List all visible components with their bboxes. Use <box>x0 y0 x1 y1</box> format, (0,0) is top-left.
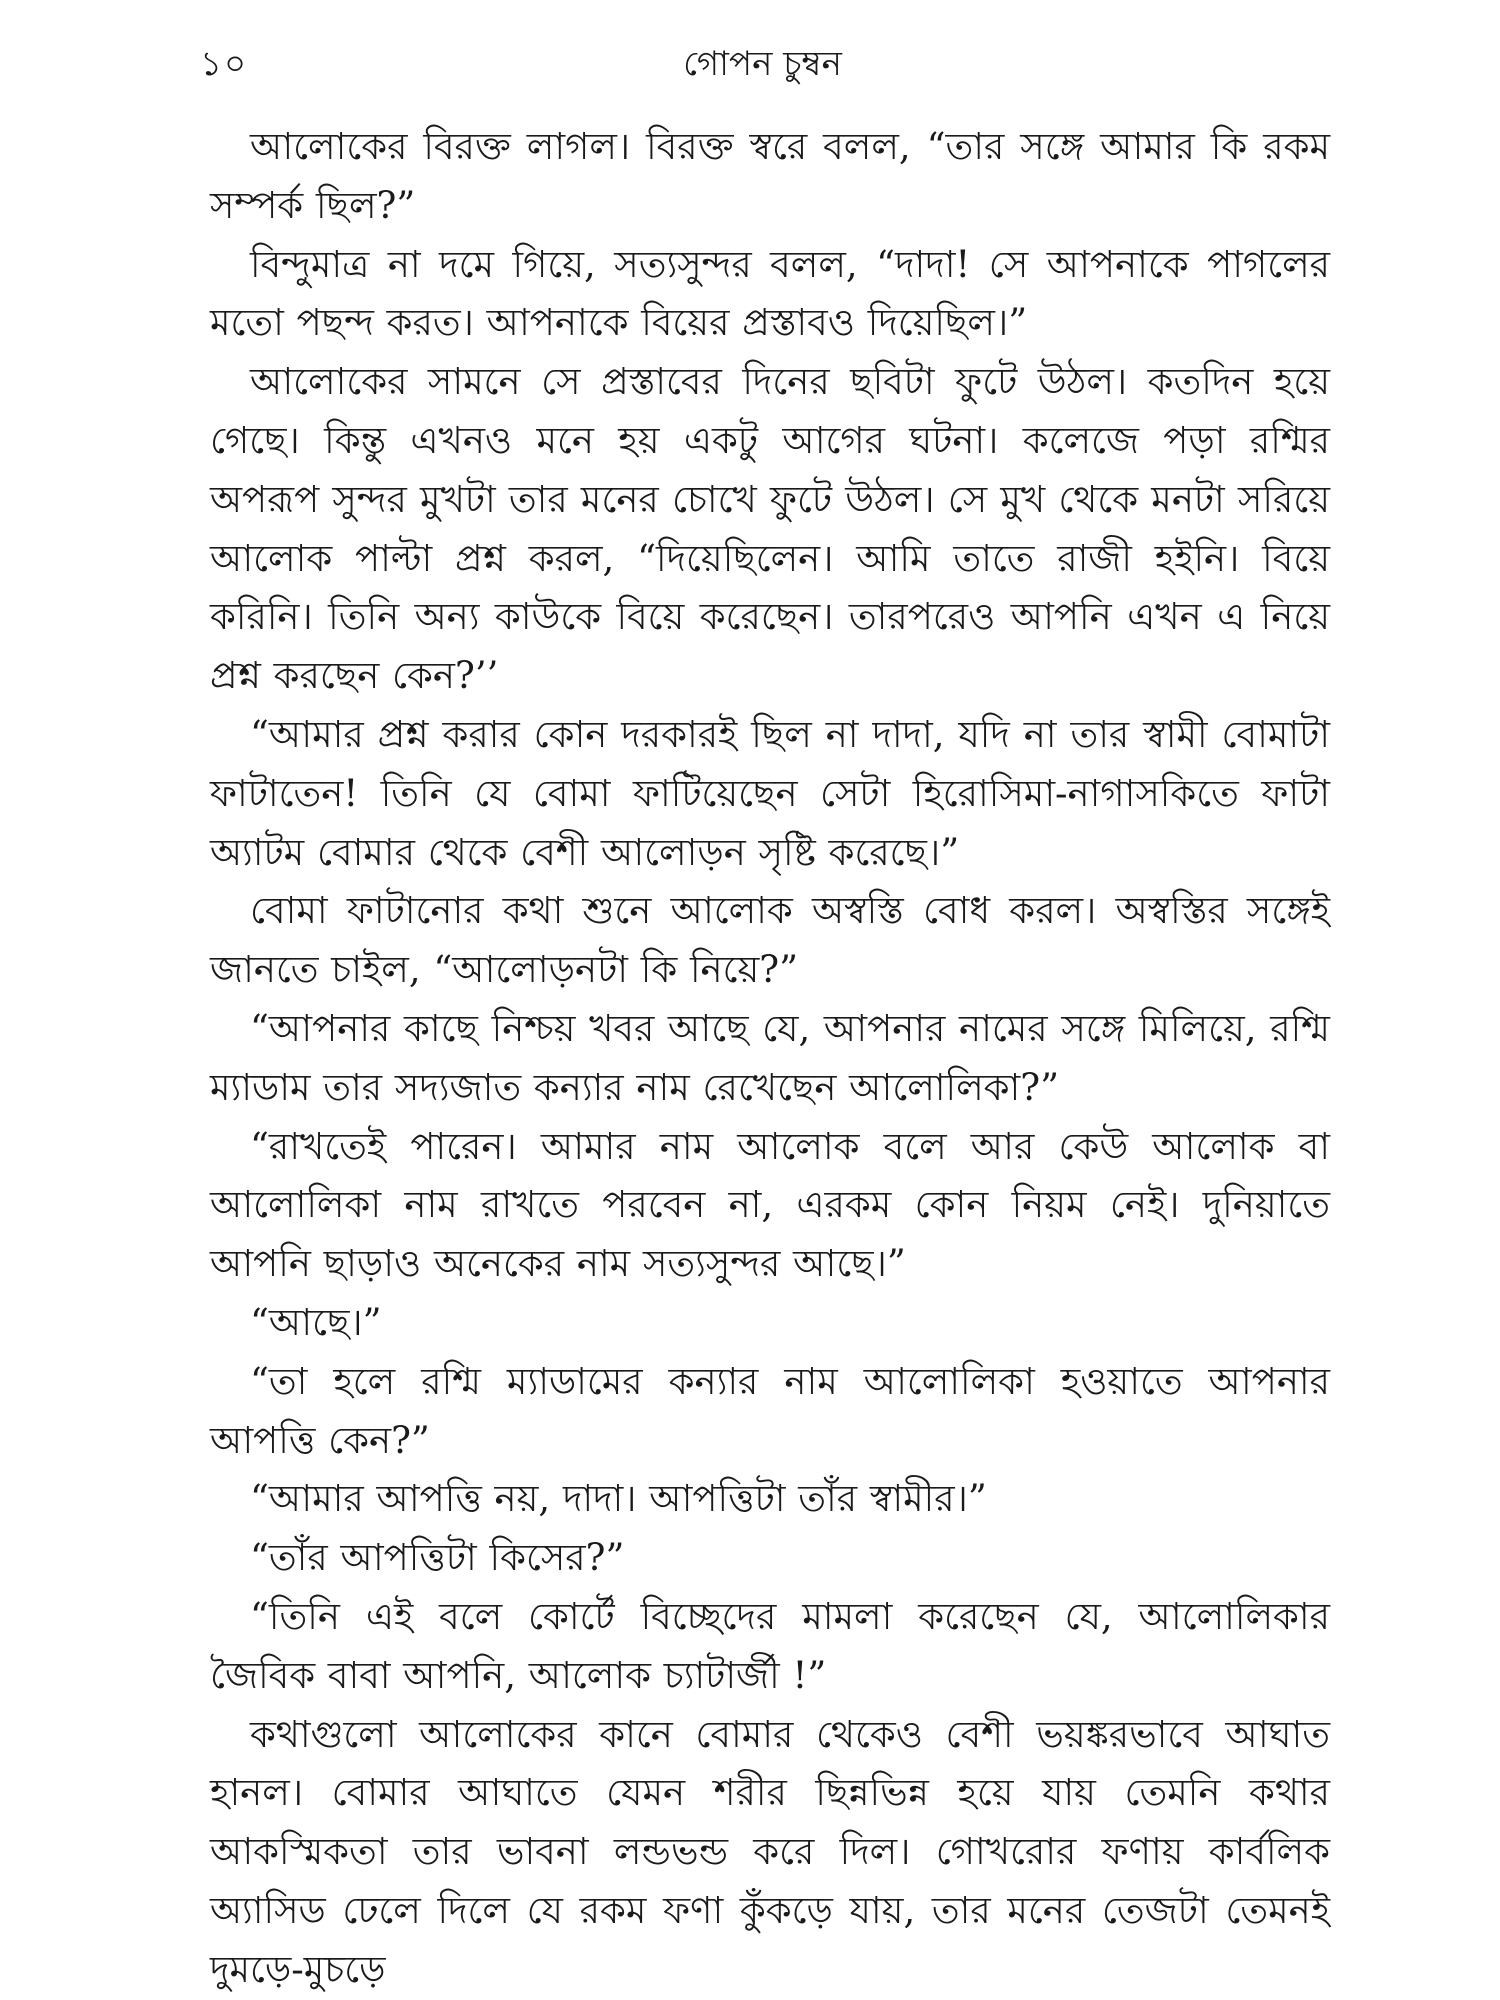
paragraph: “রাখতেই পারেন। আমার নাম আলোক বলে আর কেউ আলোক বা আলোলিকা নাম রাখতে পরবেন না, এরকম কোন নিয়ম নেই। দুনিয়াতে আপনি ছাড়াও অনেকের নাম সত্যসুন্দর আছে।” <box>210 1124 1330 1286</box>
paragraph: “তা হলে রশ্মি ম্যাডামের কন্যার নাম আলোলিকা হওয়াতে আপনার আপত্তি কেন?” <box>210 1359 1330 1462</box>
paragraph: “আছে।” <box>250 1300 382 1344</box>
page-header <box>200 30 1325 90</box>
paragraph: বিন্দুমাত্র না দমে গিয়ে, সত্যসুন্দর বলল, “দাদা! সে আপনাকে পাগলের মতো পছন্দ করত। আপনাকে বিয়ের প্রস্তাবও দিয়েছিল।” <box>210 242 1330 345</box>
paragraph: আলোকের বিরক্ত লাগল। বিরক্ত স্বরে বলল, “তার সঙ্গে আমার কি রকম সম্পর্ক ছিল?” <box>210 125 1330 227</box>
page-number: ১০ <box>200 44 249 84</box>
paragraph: আলোকের সামনে সে প্রস্তাবের দিনের ছবিটা ফুটে উঠল। কতদিন হয়ে গেছে। কিন্তু এখনও মনে হয় একটু আগের ঘটনা। কলেজে পড়া রশ্মির অপরূপ সুন্দর মুখটা তার মনের চোখে ফুটে উঠল। সে মুখ থেকে মনটা সরিয়ে আলোক পাল্টা প্রশ্ন করল, “দিয়েছিলেন। আমি তাতে রাজী হইনি। বিয়ে করিনি। তিনি অন্য কাউকে বিয়ে করেছেন। তারপরেও আপনি এখন এ নিয়ে প্রশ্ন করছেন কেন?’’ <box>210 360 1330 698</box>
paragraph: কথাগুলো আলোকের কানে বোমার থেকেও বেশী ভয়ঙ্করভাবে আঘাত হানল। বোমার আঘাতে যেমন শরীর ছিন্নভিন্ন হয়ে যায় তেমনি কথার আকস্মিকতা তার ভাবনা লন্ডভন্ড করে দিল। গোখরোর ফণায় কার্বলিক অ্যাসিড ঢেলে দিলে যে রকম ফণা কুঁকড়ে যায়, তার মনের তেজটা তেমনই দুমড়ে-মুচড়ে <box>210 1712 1330 1991</box>
body-text <box>210 118 1330 2000</box>
paragraph: “তিনি এই বলে কোর্টে বিচ্ছেদের মামলা করেছেন যে, আলোলিকার জৈবিক বাবা আপনি, আলোক চ্যাটার্জী !” <box>210 1594 1330 1697</box>
paragraph: “আমার আপত্তি নয়, দাদা। আপত্তিটা তাঁর স্বামীর।” <box>250 1477 987 1521</box>
paragraph: “তাঁর আপত্তিটা কিসের?” <box>250 1536 625 1580</box>
paragraph: “আমার প্রশ্ন করার কোন দরকারই ছিল না দাদা, যদি না তার স্বামী বোমাটা ফাটাতেন! তিনি যে বোমা ফাটিয়েছেন সেটা হিরোসিমা-নাগাসকিতে ফাটা অ্যাটম বোমার থেকে বেশী আলোড়ন সৃষ্টি করেছে।” <box>210 712 1330 874</box>
paragraph: বোমা ফাটানোর কথা শুনে আলোক অস্বস্তি বোধ করল। অস্বস্তির সঙ্গেই জানতে চাইল, “আলোড়নটা কি নিয়ে?” <box>210 889 1330 992</box>
paragraph: “আপনার কাছে নিশ্চয় খবর আছে যে, আপনার নামের সঙ্গে মিলিয়ে, রশ্মি ম্যাডাম তার সদ্যজাত কন্যার নাম রেখেছেন আলোলিকা?” <box>210 1006 1330 1109</box>
running-title: গোপন চুম্বন <box>683 44 842 84</box>
